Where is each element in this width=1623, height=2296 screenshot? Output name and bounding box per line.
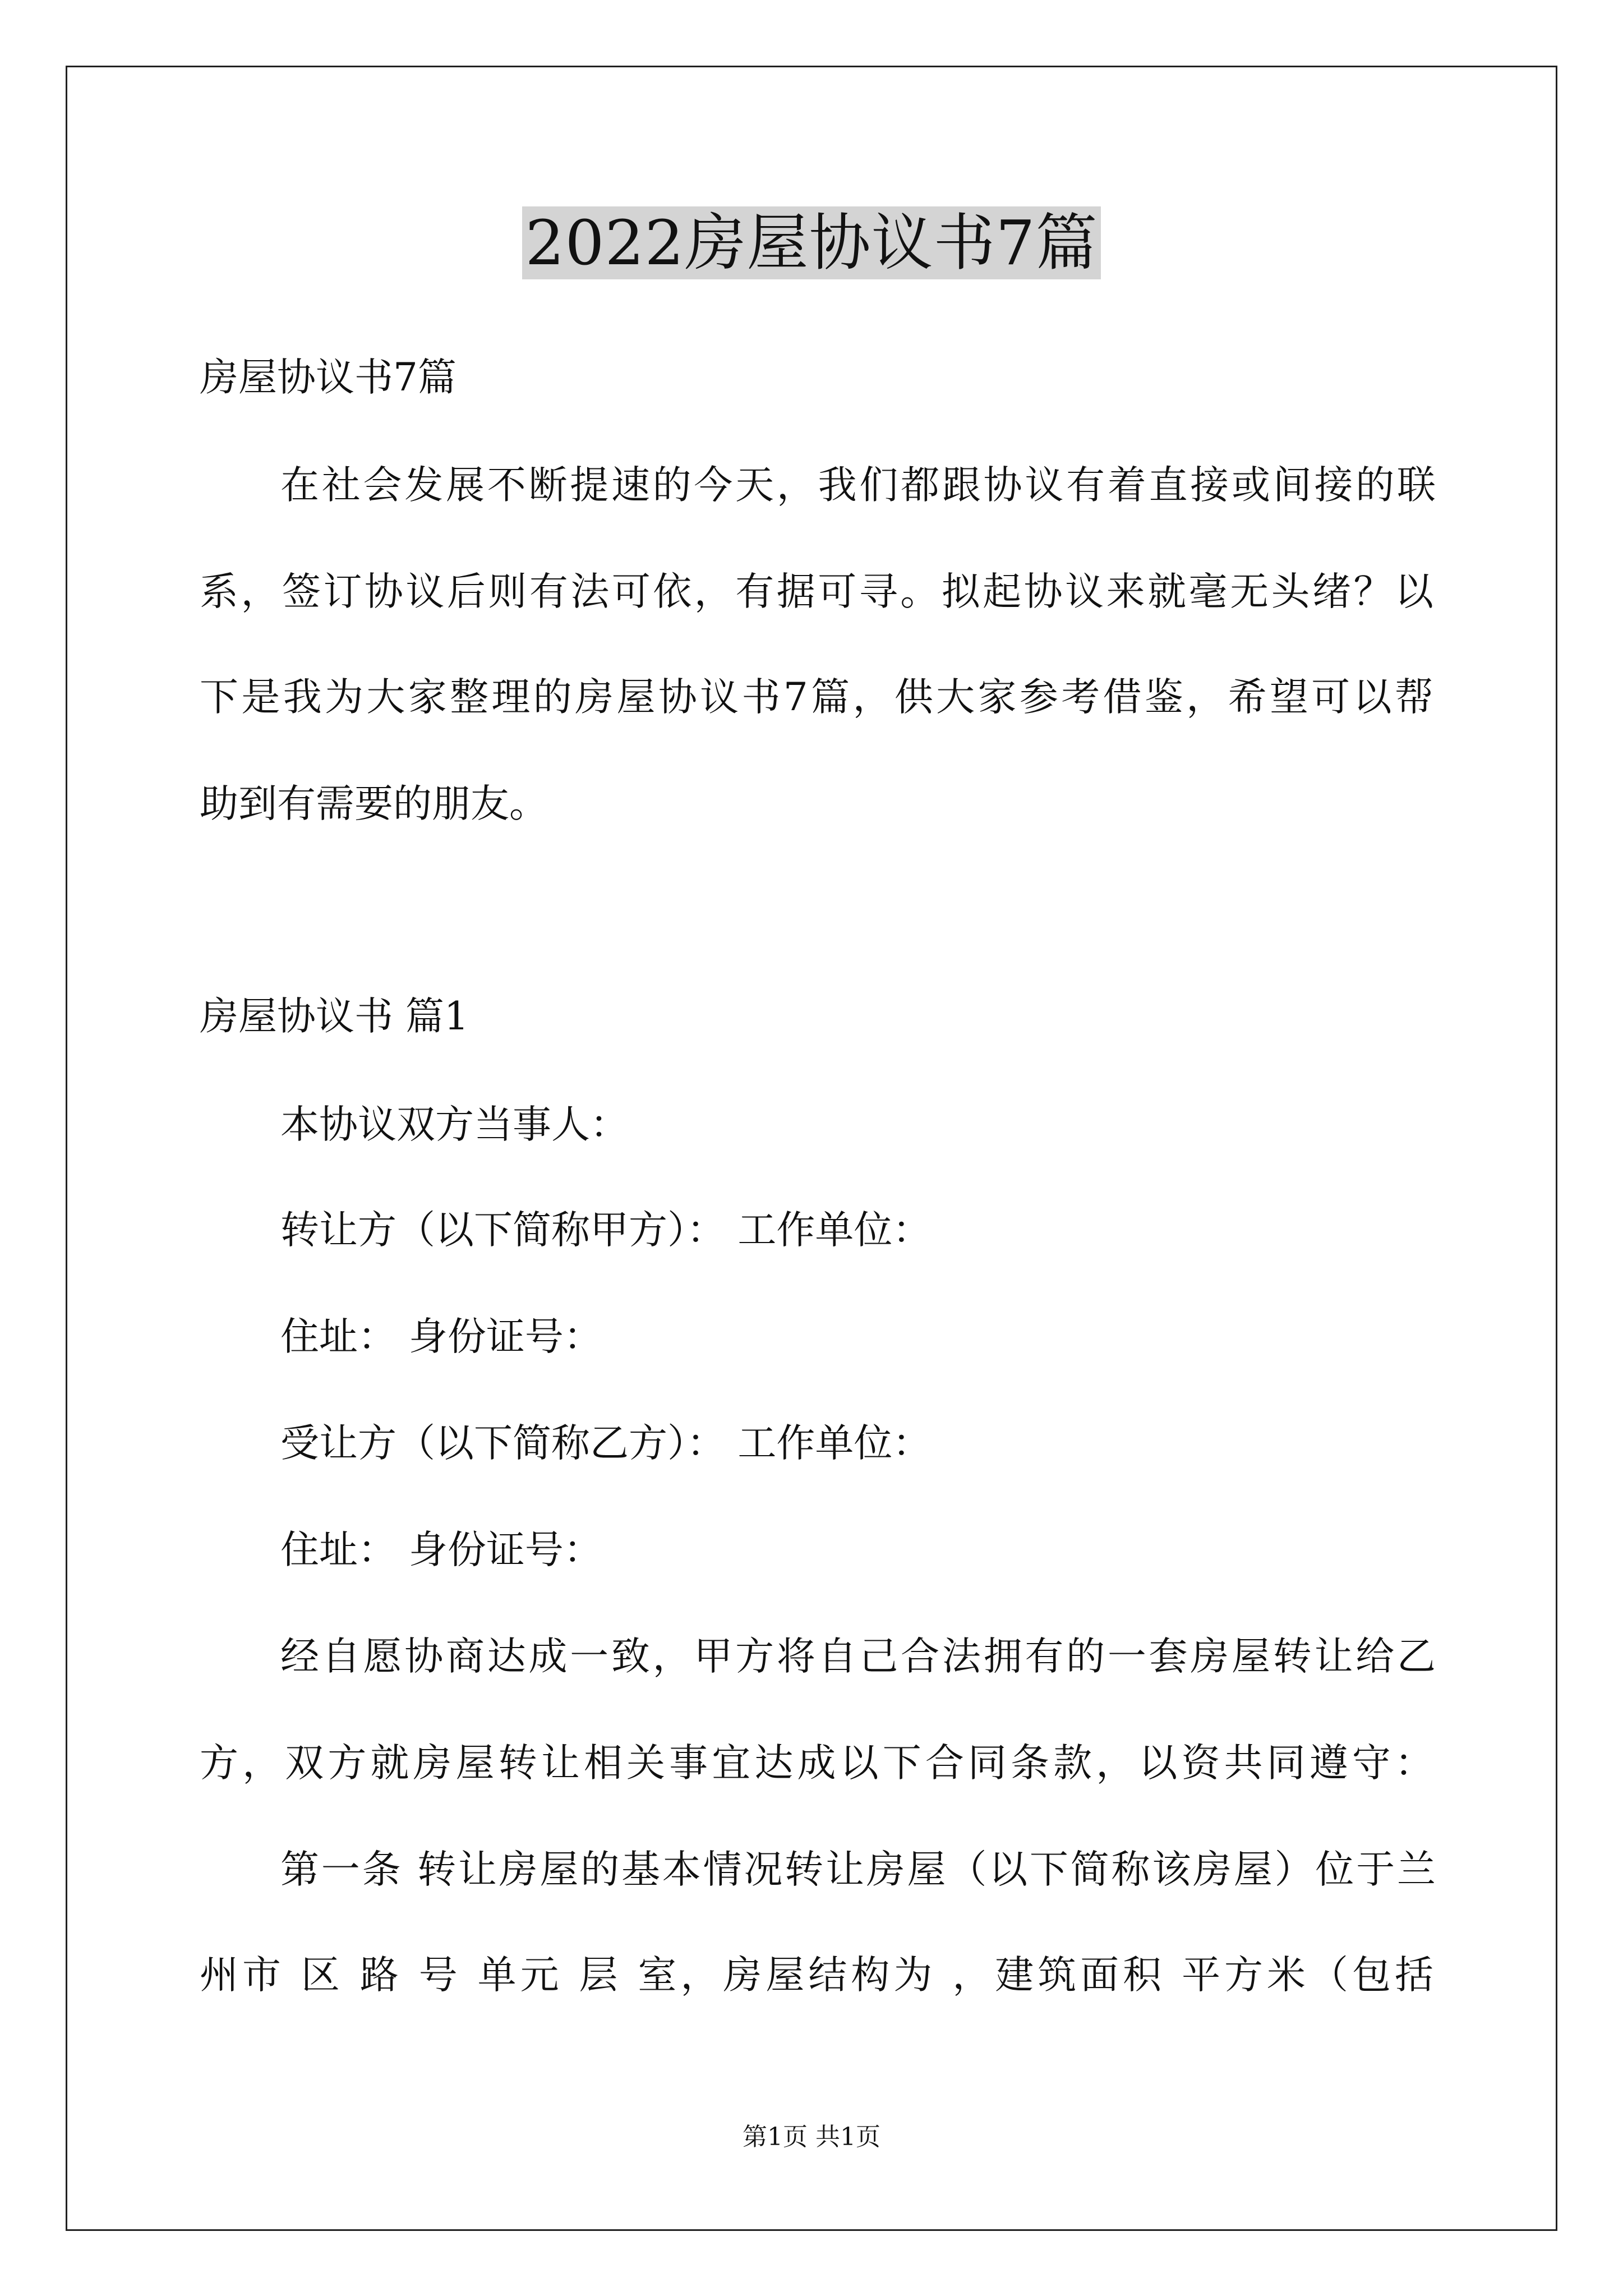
title-container (0, 206, 1623, 279)
intro-line-1: 在社会发展不断提速的今天，我们都跟协议有着直接或间接的联 (280, 463, 1436, 508)
document-title: 2022房屋协议书7篇 (522, 206, 1101, 279)
intro-line-4: 助到有需要的朋友。 (200, 781, 548, 826)
intro-line-2: 系，签订协议后则有法可依，有据可寻。拟起协议来就毫无头绪？以 (200, 569, 1433, 614)
intro-line-3: 下是我为大家整理的房屋协议书7篇，供大家参考借鉴，希望可以帮 (200, 675, 1433, 720)
body-line-6: 经自愿协商达成一致，甲方将自己合法拥有的一套房屋转让给乙 (280, 1634, 1436, 1679)
document-subtitle: 房屋协议书7篇 (200, 355, 457, 400)
body-line-5: 住址： 身份证号： (280, 1527, 602, 1572)
body-line-2: 转让方（以下简称甲方）： 工作单位： (280, 1208, 932, 1253)
body-line-3: 住址： 身份证号： (280, 1314, 602, 1359)
body-line-4: 受让方（以下简称乙方）： 工作单位： (280, 1421, 932, 1466)
body-line-1: 本协议双方当事人： (280, 1102, 629, 1147)
body-line-8: 第一条 转让房屋的基本情况转让房屋（以下简称该房屋）位于兰 (280, 1847, 1436, 1892)
body-line-7: 方，双方就房屋转让相关事宜达成以下合同条款，以资共同遵守： (200, 1741, 1433, 1786)
page-footer: 第1页 共1页 (743, 2123, 880, 2151)
body-line-9: 州市 区 路 号 单元 层 室，房屋结构为 ，建筑面积 平方米（包括 (200, 1953, 1433, 1998)
section-heading: 房屋协议书 篇1 (200, 994, 469, 1039)
